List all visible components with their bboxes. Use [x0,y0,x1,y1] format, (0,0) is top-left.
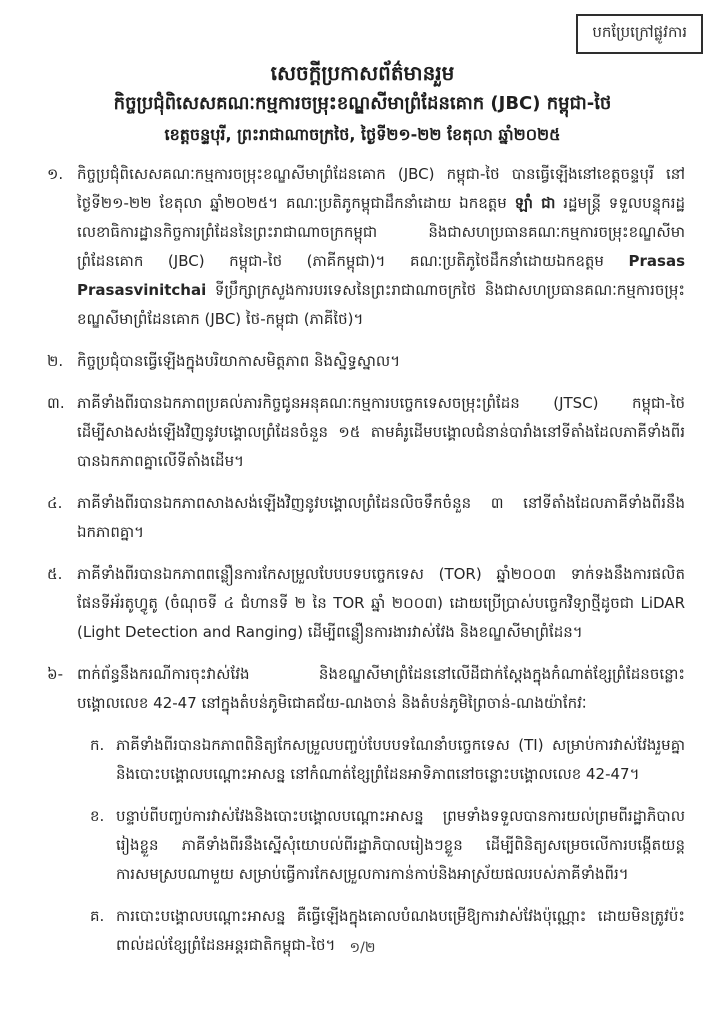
sub-item-ka [90,731,685,789]
sub-item-ka-text: ភាគីទាំងពីរបានឯកភាពពិនិត្យកែសម្រួលបញ្ចប់បែបបទណែនាំបច្ចេកទេស (TI) សម្រាប់ការវាស់វែងរួមគ្នា និងបោះបង្គោលបណ្ដោះអាសន្ន នៅកំណាត់ខ្សែព្រំដែនអាទិភាពនៅចន្លោះបង្គោលលេខ 42-47។ [116,736,685,783]
sub-item-ko-text: ការបោះបង្គោលបណ្ដោះអាសន្ន គឺធ្វើឡើងក្នុងគោលបំណងបម្រើឱ្យការវាស់វែងប៉ុណ្ណោះ ដោយមិនត្រូវប៉ះពាល់ដល់ខ្សែព្រំដែនអន្តរជាតិកម្ពុជា-ថៃ។ [116,907,685,954]
list-item-1 [47,160,685,334]
item-1-text-mid: រដ្ឋមន្ត្រី ទទួលបន្ទុករដ្ឋលេខាធិការដ្ឋានកិច្ចការព្រំដែននៃព្រះរាជាណាចក្រកម្ពុជា និងជាសហប្រធានគណៈកម្មការចម្រុះខណ្ឌសីមាព្រំដែនគោក (JBC) កម្ពុជា-ថៃ (ភាគីកម្ពុជា)។ គណៈប្រតិភូថៃដឹកនាំដោយឯកឧត្តម [77,194,685,270]
sub-item-kha-marker: ខ. [90,807,105,825]
list-item-6-text: ពាក់ព័ន្ធនឹងករណីការចុះវាស់វែង និងខណ្ឌសីមាព្រំដែននៅលើដីជាក់ស្ដែងក្នុងកំណាត់ខ្សែព្រំដែនចន្លោះបង្គោលលេខ 42-47 នៅក្នុងតំបន់ភូមិជោគជ័យ-ណងចាន់ និងតំបន់ភូមិព្រៃចាន់-ណងយ៉ាកែវៈ [77,665,685,712]
sub-item-list [90,731,685,960]
item-1-text-pre: កិច្ចប្រជុំពិសេសគណៈកម្មការចម្រុះខណ្ឌសីមាព្រំដែនគោក (JBC) កម្ពុជា-ថៃ បានធ្វើឡើងនៅខេត្តចន្ទបុរី នៅថ្ងៃទី២១-២២ ខែតុលា ឆ្នាំ២០២៥។ គណៈប្រតិភូកម្ពុជាដឹកនាំដោយ ឯកឧត្តម [77,165,685,212]
sub-item-ko-marker: គ. [90,907,105,925]
list-item-2 [47,347,685,376]
item-1-text-post: ទីប្រឹក្សាក្រសួងការបរទេសនៃព្រះរាជាណាចក្រថៃ និងជាសហប្រធានគណៈកម្មការចម្រុះខណ្ឌសីមាព្រំដែនគោក (JBC) ថៃ-កម្ពុជា (ភាគីថៃ)។ [77,281,685,328]
list-item-1-number: ១. [47,165,64,183]
list-item-2-number: ២. [47,352,64,370]
unofficial-translation-stamp-label: បកប្រែក្រៅផ្លូវការ [592,23,687,41]
list-item-6-number: ៦- [47,665,64,683]
page-number: ១/២ [349,940,376,956]
sub-item-kha-text: បន្ទាប់ពីបញ្ចប់ការវាស់វែងនិងបោះបង្គោលបណ្ដោះអាសន្ន ព្រមទាំងទទួលបានការយល់ព្រមពីរដ្ឋាភិបាលរៀងខ្លួន ភាគីទាំងពីរនឹងស្នើសុំយោបល់ពីរដ្ឋាភិបាលរៀងៗខ្លួន ដើម្បីពិនិត្យសម្រេចលើការបង្កើតយន្តការសមស្របណាមួយ សម្រាប់ធ្វើការកែសម្រួលការកាន់កាប់និងអាស្រ័យផលរបស់ភាគីទាំងពីរ។ [116,807,685,883]
list-item-6 [47,660,685,718]
list-item-3 [47,389,685,476]
list-item-3-text: ភាគីទាំងពីរបានឯកភាពប្រគល់ភារកិច្ចជូនអនុគណៈកម្មការបច្ចេកទេសចម្រុះព្រំដែន (JTSC) កម្ពុជា-ថៃ ដើម្បីសាងសង់ឡើងវិញនូវបង្គោលព្រំដែនចំនួន ១៥ តាមគំរូដើមបង្គោលជំនាន់បារាំងនៅទីតាំងដែលភាគីទាំងពីរបានឯកភាពគ្នាលើទីតាំងដើម។ [77,394,685,470]
title-line-1: សេចក្តីប្រកាសព័ត៌មានរួម [270,61,455,85]
title-line-2: កិច្ចប្រជុំពិសេសគណៈកម្មការចម្រុះខណ្ឌសីមាព្រំដែនគោក (JBC) កម្ពុជា-ថៃ [113,93,612,114]
item-1-bold-name-latin: Prasas Prasasvinitchai [77,252,685,299]
list-item-4-number: ៤. [47,494,63,512]
sub-item-ka-marker: ក. [90,736,105,754]
list-item-4 [47,489,685,547]
list-item-2-text: កិច្ចប្រជុំបានធ្វើឡើងក្នុងបរិយាកាសមិត្តភាព និងស្និទ្ធស្នាល។ [77,352,401,370]
list-item-3-number: ៣. [47,394,65,412]
unofficial-translation-stamp-box [576,14,703,54]
title-line-3: ខេត្តចន្ទបុរី, ព្រះរាជាណាចក្រថៃ, ថ្ងៃទី២១-២២ ខែតុលា ឆ្នាំ២០២៥ [164,125,561,144]
list-item-1-text [77,160,685,334]
document-body [47,160,685,960]
list-item-5-text: ភាគីទាំងពីរបានឯកភាពពន្លឿនការកែសម្រួលបែបបទបច្ចេកទេស (TOR) ឆ្នាំ២០០៣ ទាក់ទងនឹងការផលិតផែនទីអ័រតូហ្វូតូ (ចំណុចទី ៤ ជំហានទី ២ នៃ TOR ឆ្នាំ ២០០៣) ដោយប្រើប្រាស់បច្ចេកវិទ្យាថ្មីដូចជា LiDAR (Light Detection and Ranging) ដើម្បីពន្លឿនការងារវាស់វែង និងខណ្ឌសីមាព្រំដែន។ [77,565,685,641]
sub-item-kha [90,802,685,889]
item-1-bold-name-khmer: ឡាំ ជា [514,194,556,212]
list-item-5-number: ៥. [47,565,63,583]
list-item-5 [47,560,685,647]
list-item-4-text: ភាគីទាំងពីរបានឯកភាពសាងសង់ឡើងវិញនូវបង្គោលព្រំដែនលិចទឹកចំនួន ៣ នៅទីតាំងដែលភាគីទាំងពីរនឹងឯកភាពគ្នា។ [77,494,685,541]
